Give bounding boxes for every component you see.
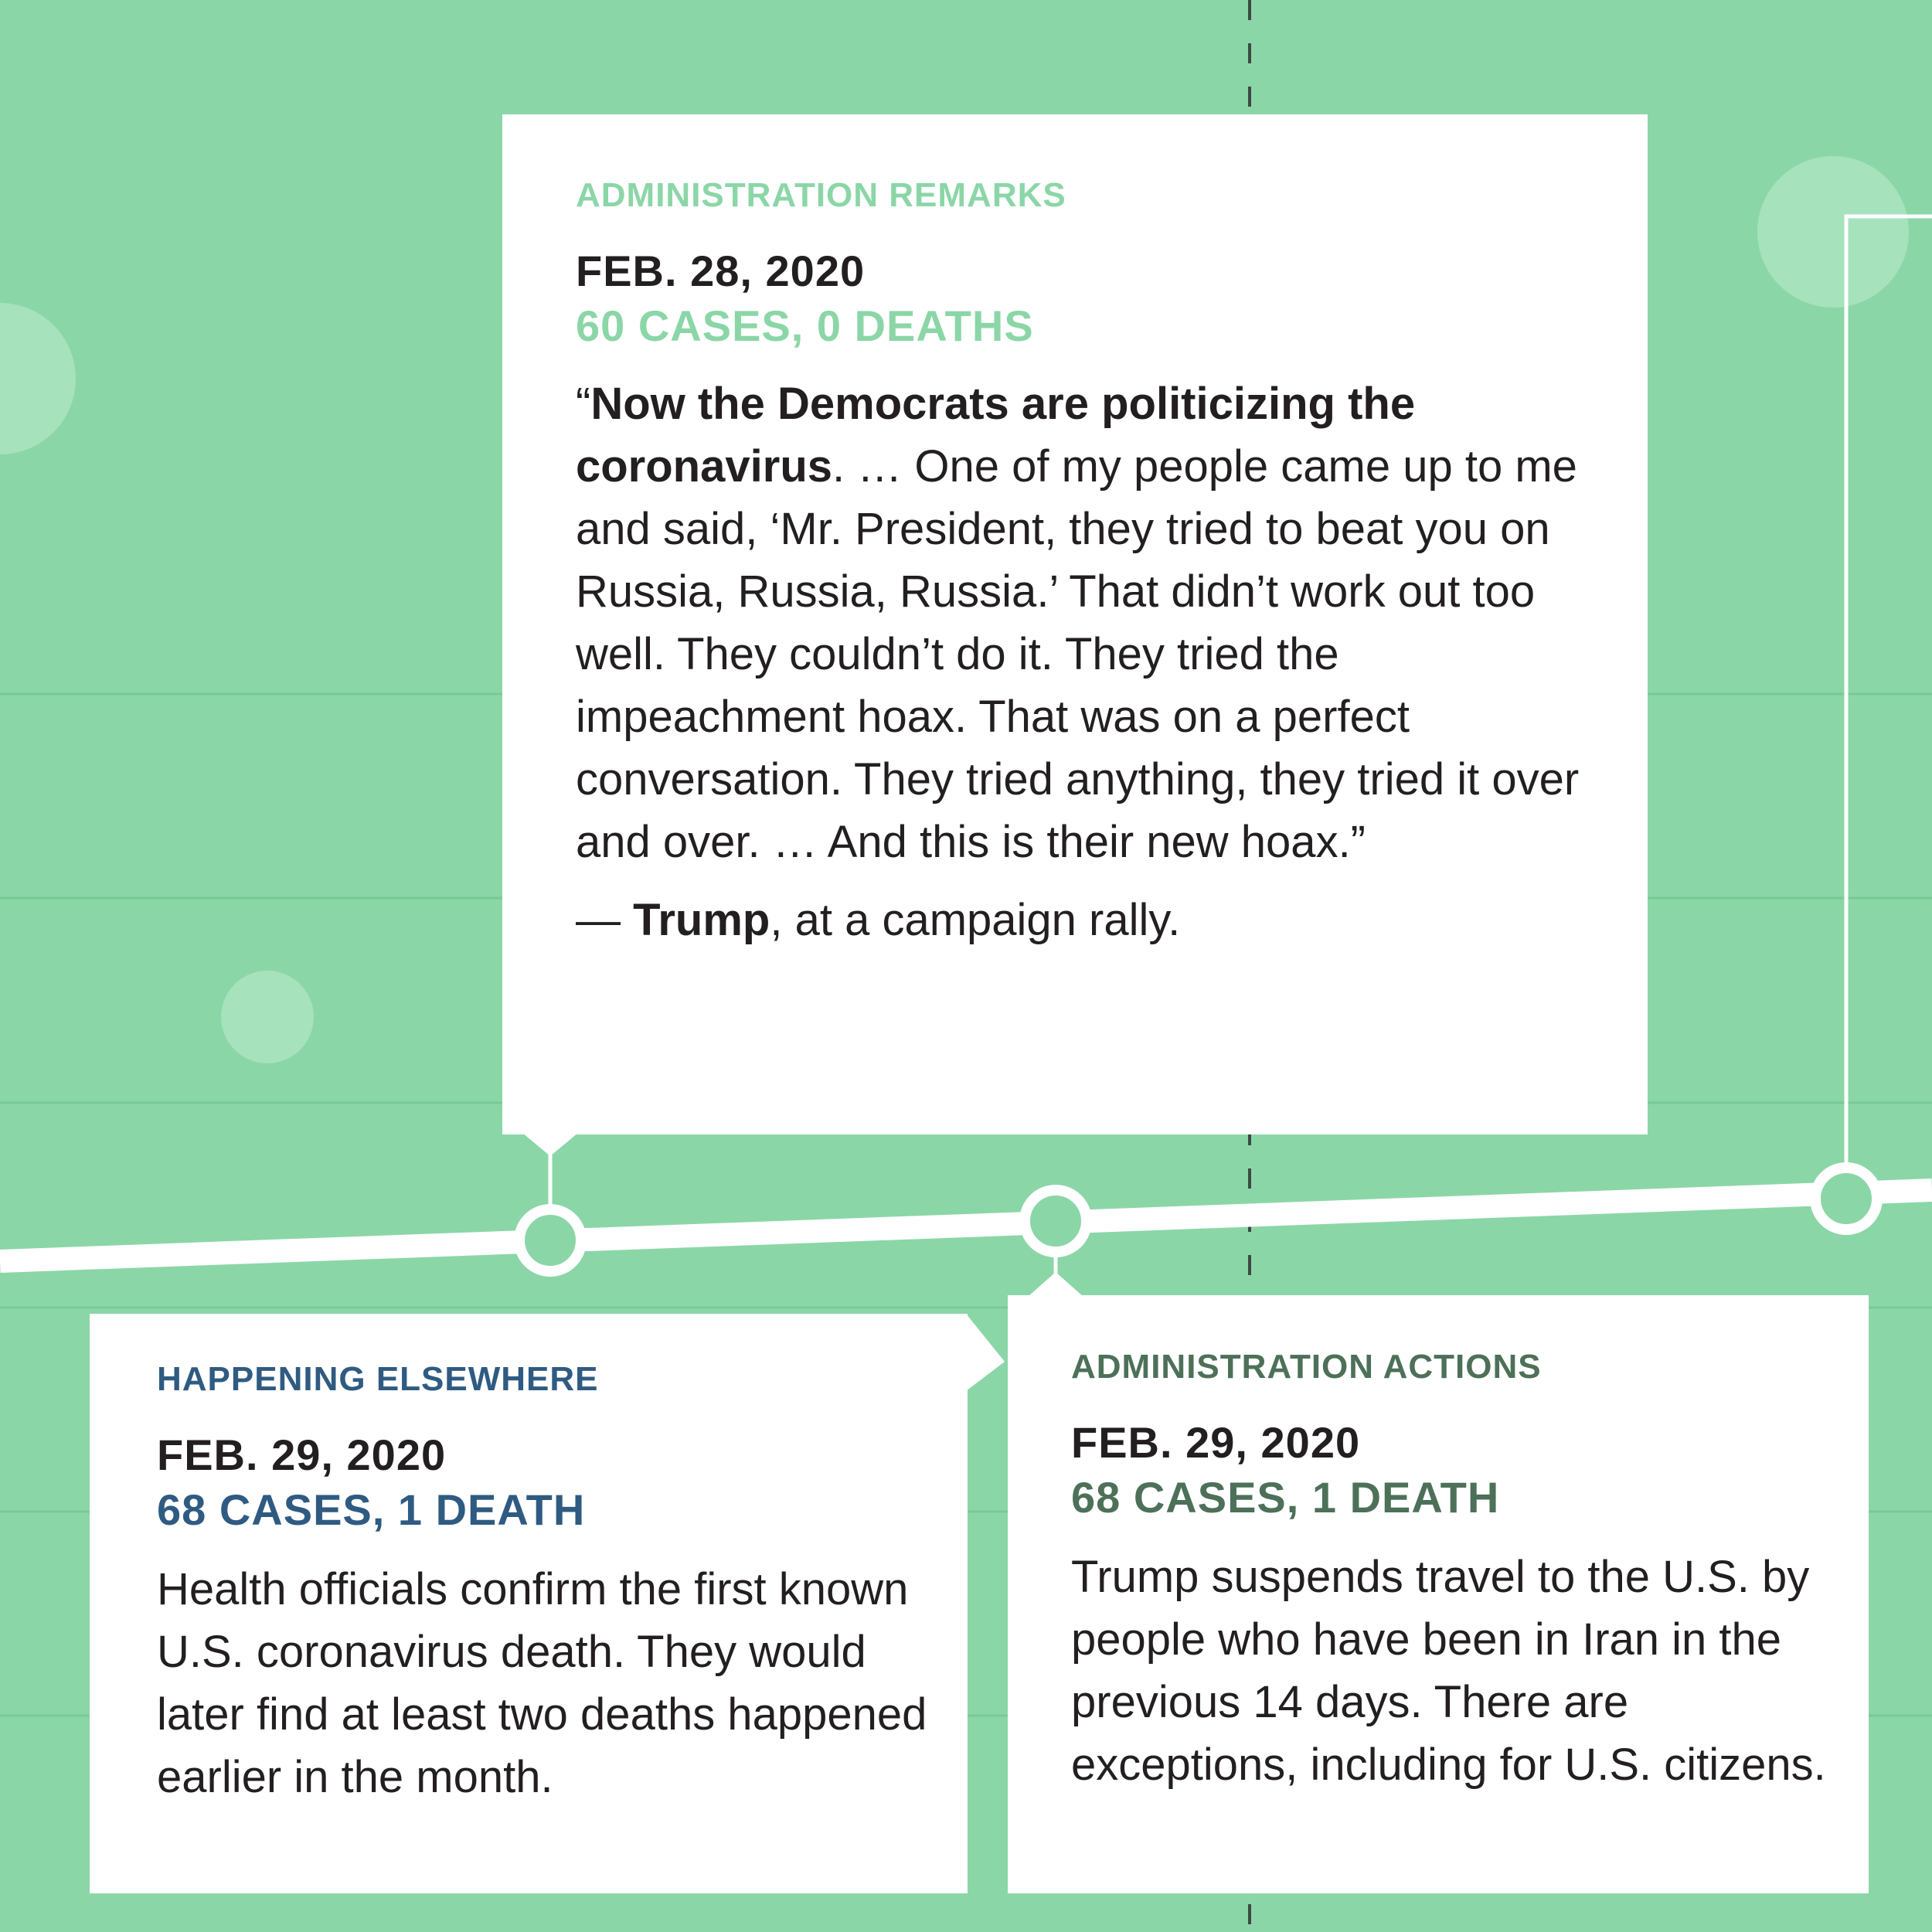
elsewhere-pointer xyxy=(966,1314,1005,1391)
card-quote: “Now the Democrats are politicizing the coronavirus. … One of my people came up to me and said, ‘Mr. President, they tried to beat you on Russia, Russia, Russia.’ That didn’t work out too well. They couldn’t do it. They tried the impeachment hoax. That was on a perfect conversation. They tried anything, they tried it over and over. … And this is their new hoax.” xyxy=(576,379,1580,867)
quote-highlight: Now the Democrats are politicizing the coronavirus xyxy=(576,379,1416,492)
happening-elsewhere-card xyxy=(90,1314,968,1893)
card-date: FEB. 29, 2020 xyxy=(157,1430,447,1479)
card-text: Trump suspends travel to the U.S. by people who have been in Iran in the previous 14 days. There are exceptions, including for U.S. citizens. xyxy=(1071,1552,1826,1790)
node-feb-28 xyxy=(519,1209,581,1271)
node-next xyxy=(1815,1168,1877,1230)
card-date: FEB. 29, 2020 xyxy=(1071,1418,1361,1467)
card-category: ADMINISTRATION REMARKS xyxy=(576,176,1066,214)
node-feb-29 xyxy=(1025,1190,1087,1252)
card-category: HAPPENING ELSEWHERE xyxy=(157,1360,599,1398)
card-attribution: — Trump, at a campaign rally. xyxy=(576,895,1181,945)
card-text: Health officials confirm the first known U.S. coronavirus death. They would later find at least two deaths happened earlier in the month. xyxy=(157,1564,927,1802)
actions-pointer xyxy=(1028,1272,1083,1297)
right-connector xyxy=(1846,216,1932,1190)
card-category: ADMINISTRATION ACTIONS xyxy=(1071,1348,1542,1386)
administration-remarks-card xyxy=(502,114,1648,1134)
card-date: FEB. 28, 2020 xyxy=(576,247,866,295)
timeline-line xyxy=(0,1190,1932,1261)
card-case-count: 60 CASES, 0 DEATHS xyxy=(576,301,1034,350)
speaker-name: Trump xyxy=(633,895,770,945)
card-case-count: 68 CASES, 1 DEATH xyxy=(1071,1473,1500,1522)
administration-actions-card xyxy=(1008,1295,1869,1893)
remarks-pointer xyxy=(522,1133,578,1156)
card-case-count: 68 CASES, 1 DEATH xyxy=(157,1485,586,1534)
